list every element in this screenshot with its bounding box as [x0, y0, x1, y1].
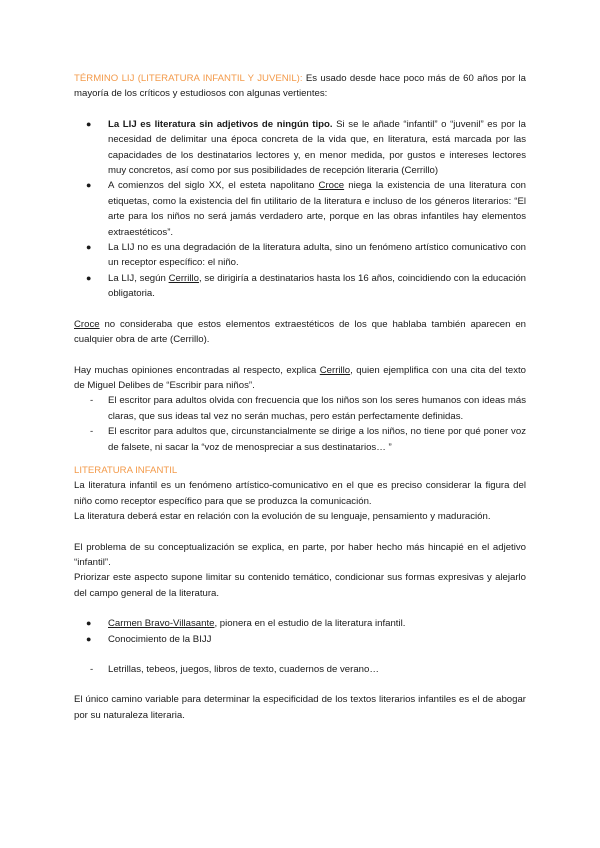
dash-icon: -	[90, 664, 94, 675]
list-item: - El escritor para adultos que, circunstancialmente se dirige a los niños, no tiene por qué poner voz de falsete, ni sacar la “voz de menospreciar a sus destinatarios… ”	[90, 426, 526, 453]
dash-icon: -	[90, 426, 94, 438]
section-heading-literatura-infantil: LITERATURA INFANTIL	[74, 464, 178, 476]
authors-bullet-list	[74, 616, 526, 647]
opinions-paragraph: Hay muchas opiniones encontradas al respecto, explica Cerrillo, quien ejemplifica con una cita del texto de Miguel Delibes de “Escribir para niños”.	[74, 364, 526, 391]
paragraph: Priorizar este aspecto supone limitar su contenido temático, condicionar sus formas expresivas y alejarlo del campo general de la literatura.	[74, 572, 526, 599]
bullet-icon: ●	[86, 272, 92, 283]
list-item: ● Conocimiento de la BIJJ	[74, 632, 526, 647]
section-heading-lij: TÉRMINO LIJ (LITERATURA INFANTIL Y JUVENIL):	[74, 73, 303, 84]
list-item: ● La LIJ es literatura sin adjetivos de ningún tipo. Si se le añade “infantil” o “juvenil” es por la necesidad de delimitar una época concreta de la vida que, en literatura, está marcada por las capacidades de los destinatarios lectores y, en menor medida, por gustos e intereses lectores muy concretos, así como por sus posibilidades de recepción literaria (Cerrillo)	[86, 118, 526, 177]
link-carmen-bravo-villasante[interactable]: Carmen Bravo-Villasante	[108, 618, 215, 630]
bullet-icon: ●	[86, 242, 92, 253]
bullet-icon: ●	[86, 633, 92, 644]
bullet-icon: ●	[86, 618, 92, 629]
list-item: ● A comienzos del siglo XX, el esteta napolitano Croce niega la existencia de una literatura con etiquetas, como la existencia del fin utilitario de la literatura e incluso de los géneros literarios: “El arte para los niños no será jamás verdadero arte, porque en las obras infantiles hay elementos extraestéticos”.	[86, 180, 526, 238]
paragraph: La literatura infantil es un fenómeno artístico-comunicativo en el que es preciso considerar la figura del niño como receptor específico para que se produzca la comunicación.	[74, 480, 526, 507]
intro-paragraph: TÉRMINO LIJ (LITERATURA INFANTIL Y JUVENIL): Es usado desde hace poco más de 60 años por la mayoría de los críticos y estudiosos con algunas vertientes:	[74, 73, 526, 100]
list-item: - Letrillas, tebeos, juegos, libros de texto, cuadernos de verano…	[74, 662, 526, 677]
link-cerrillo[interactable]: Cerrillo	[319, 364, 351, 376]
list-item: - El escritor para adultos olvida con frecuencia que los niños son los seres humanos con ideas más claras, que sus ideas tal vez no serán muchas, pero están perfectamente definidas.	[90, 395, 526, 422]
link-croce[interactable]: Croce	[318, 180, 345, 192]
bullet-icon: ●	[86, 118, 92, 129]
croce-note: Croce no consideraba que estos elementos extraestéticos de los que hablaba también aparecen en cualquier obra de arte (Cerrillo).	[74, 318, 526, 346]
link-cerrillo[interactable]: Cerrillo	[168, 272, 199, 284]
bullet-icon: ●	[86, 180, 92, 191]
list-item: ● La LIJ, según Cerrillo, se dirigiría a destinatarios hasta los 16 años, coincidiendo con la educación obligatoria.	[86, 272, 526, 300]
dash-icon: -	[90, 395, 94, 407]
list-item: ● Carmen Bravo-Villasante, pionera en el estudio de la literatura infantil.	[74, 616, 526, 631]
genres-dash-list	[74, 662, 526, 677]
paragraph: El problema de su conceptualización se explica, en parte, por haber hecho más hincapié en el adjetivo “infantil”.	[74, 541, 526, 568]
closing-paragraph: El único camino variable para determinar la especificidad de los textos literarios infantiles es el de abogar por su naturaleza literaria.	[74, 694, 526, 721]
link-croce[interactable]: Croce	[74, 318, 100, 330]
list-item: ● La LIJ no es una degradación de la literatura adulta, sino un fenómeno artístico comunicativo con un receptor específico: el niño.	[86, 242, 526, 269]
delibes-quote-list	[74, 393, 526, 455]
document-page	[74, 71, 526, 723]
lij-bullet-list	[74, 117, 526, 302]
paragraph: La literatura deberá estar en relación con la evolución de su lenguaje, pensamiento y maduración.	[74, 511, 491, 523]
